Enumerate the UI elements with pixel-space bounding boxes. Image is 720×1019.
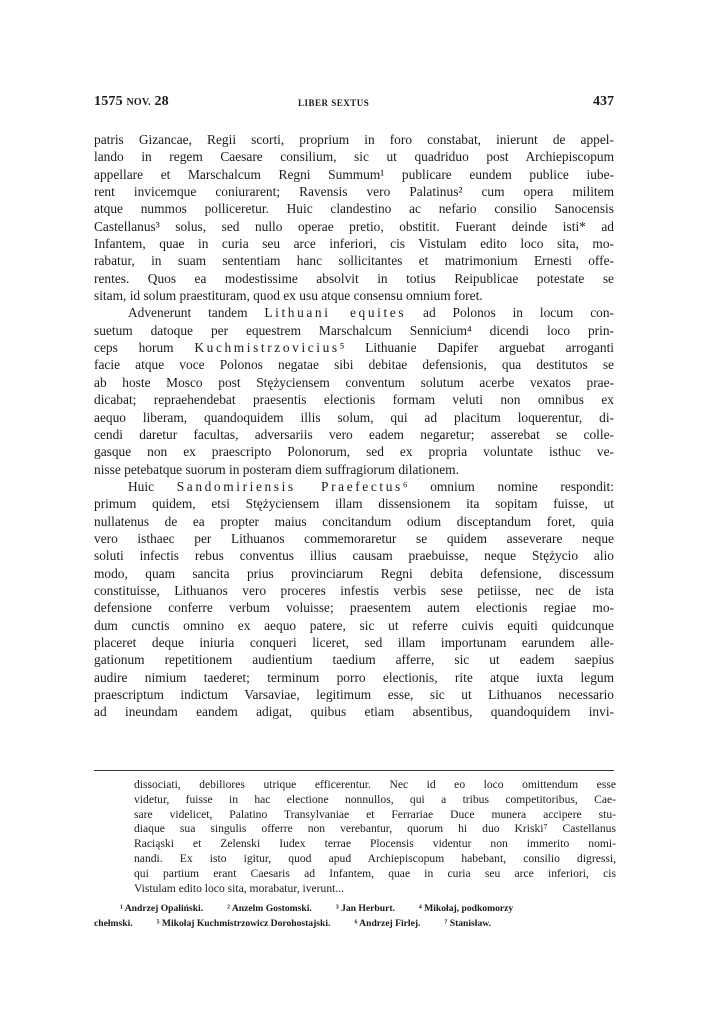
footnote-divider [94,770,614,771]
main-line [94,218,614,235]
note-line [134,837,616,852]
main-line [94,461,614,478]
main-line-text: ab hoste Mosco post Stężyciensem conventum solutum acerbe vexatos prae- [94,374,614,390]
footnotes-row-2 [94,918,594,929]
main-line-text: ad Polonos in locum con- [406,305,614,321]
main-line [94,270,614,287]
main-line-text: soluti infectis rebus conventus illius causam praebuisse, neque Stężycio alio [94,548,614,564]
note-line-text: nandi. Ex isto igitur, quod apud Archiepiscopum habebant, consilio digressi, [134,851,616,865]
footnote: ⁴ Mikołaj, podkomorzy [418,903,514,914]
spaced-name: Lithuani equites [264,305,407,321]
main-line-text: Infantem, quae in curia seu arce inferiori, cis Vistulam edito loco sita, mo- [94,236,614,252]
main-line-text: rabatur, in suam sententiam hanc sollicitantes et matrimonium Ernesti offe- [94,253,614,269]
main-line-text: primum quidem, etsi Stężyciensem illam dissensionem ita sopitam fuisse, ut [94,496,614,512]
note-line-text: qui partium erant Caesaris ad Infantem, quae in curia seu arce inferiori, cis [134,866,616,880]
main-line [94,131,614,148]
main-line [94,339,614,356]
main-line [94,200,614,217]
page-number: 437 [593,94,614,109]
main-line-text: Castellanus³ solus, sed nullo operae pretio, obstitit. Fuerant deinde isti* ad [94,218,614,234]
main-line [94,409,614,426]
note-line [134,822,616,837]
main-line [94,252,614,269]
note-line [134,793,616,808]
main-line-text: vero isthaec per Lithuanos commemoraretur se quidem asseverare neque [94,530,614,546]
footnote: ² Anzelm Gostomski. [227,903,312,914]
main-line-text: facie atque voce Polonos negatae sibi debitae defensionis, qua destitutos se [94,357,614,373]
main-line [94,287,614,304]
main-line [94,495,614,512]
main-line-text: rentes. Quos ea modestissime absolvit in totius Reipublicae potestate se [94,270,614,286]
main-line [94,304,614,321]
main-line [94,582,614,599]
main-text [94,131,614,721]
main-line [94,166,614,183]
main-line-text: atque nummos polliceretur. Huic clandestino ac nefario consilio Sanocensis [94,201,614,217]
note-line-text: Vistulam edito loco sita, morabatur, iverunt... [134,881,345,895]
main-line [94,565,614,582]
main-line-text: audire nimium taederet; terminum porro electionis, rite atque iuxta legum [94,669,614,685]
note-line [134,778,616,793]
main-line-text: lando in regem Caesare consilium, sic ut quadriduo post Archiepiscopum [94,149,614,165]
main-line [94,599,614,616]
footnote: ⁷ Stanisław. [444,918,492,929]
main-line-text: nisse petebatque suorum in posteram diem suffragiorum dilationem. [94,461,459,477]
main-line-text: suetum datoque per equestrem Marschalcum Sennicium⁴ dicendi loco prin- [94,322,614,338]
note-line-text: videtur, fuisse in hac electione nonnullos, qui a tribus competitoribus, Cae- [134,792,616,806]
main-line-text: ceps horum [94,340,195,356]
main-line [94,651,614,668]
main-line-text: defensione conferre verbum voluisse; praesentem autem electionis regiae mo- [94,600,614,616]
spaced-name: Kuchmistrzovicius [194,340,340,356]
main-line [94,530,614,547]
note-line [134,882,616,897]
main-line-text: modo, quam sancita prius provinciarum Regni debita defensione, discessum [94,565,614,581]
main-line [94,634,614,651]
note-line [134,808,616,823]
main-line-text: dicabat; repraehendebat praesentis electionis formam veluti non omnibus ex [94,392,614,408]
main-line [94,148,614,165]
main-line [94,356,614,373]
footnote: ³ Jan Herburt. [335,903,395,914]
main-line-text: Huic [128,478,177,494]
header-date [94,94,169,110]
main-line [94,547,614,564]
running-title: LIBER SEXTUS [298,98,370,108]
main-line-text: aequo liberam, quandoquidem illis solum, qui ad placitum loquerentur, di- [94,409,614,425]
main-line-text: praescriptum indictum Varsaviae, legitimum esse, sic ut Lithuanos necessario [94,687,614,702]
main-line-text: ⁶ omnium nomine respondit: [402,478,614,494]
main-line [94,183,614,200]
main-line [94,443,614,460]
footnote: chełmski. [94,918,133,929]
main-line-text: constituisse, Lithuanos vero proceres infestis verbis sese petiisse, nec de ista [94,582,614,598]
main-line [94,686,614,703]
main-line [94,703,614,720]
header-month: NOV. [126,97,151,108]
main-line-text: appellare et Marschalcum Regni Summum¹ publicare eundem publice iube- [94,166,614,182]
main-line-text: Advenerunt tandem [128,305,265,321]
header-year: 1575 [94,94,123,109]
footnote: ⁵ Mikołaj Kuchmistrzowicz Dorohostajski. [156,918,331,929]
note-line-text: diaque sua singulis offerre non verebantur, quorum hi duo Kriski⁷ Castellanus [134,822,616,836]
main-line-text: gationum repetitionem audientium taedium afferre, sic ut eadem saepius [94,652,614,668]
main-line-text: ⁵ Lithuanie Dapifer arguebat arroganti [339,340,615,356]
note-line [134,852,616,867]
note-line-text: dissociati, debiliores utrique efficerentur. Nec id eo loco omittendum esse [134,778,616,791]
main-line [94,617,614,634]
marginal-note-text [134,778,616,896]
main-line-text: dum cunctis omnino ex aequo patere, sic ut referre cuivis equiti quidcunque [94,617,614,633]
note-line-text: sare videlicet, Palatino Transylvaniae et Ferrariae Duce munera accipere stu- [134,807,616,821]
running-header [94,94,614,114]
main-line-text: nullatenus de ea propter maius concitandum odium disceptandum foret, quia [94,513,614,529]
footnote: ⁶ Andrzej Firlej. [354,918,421,929]
main-line-text: cendi daretur facultas, adversariis vero eadem negaretur; asserebat se colle- [94,426,614,442]
spaced-name: Sandomiriensis Praefectus [176,478,403,494]
main-line [94,391,614,408]
main-line-text: placeret deque iniuria conqueri liceret, sed illam importunam earundem alle- [94,634,614,650]
main-line-text: sitam, id solum praestituram, quod ex usu atque consensu omnium foret. [94,288,483,304]
main-line-text: rent invicemque coniurarent; Ravensis vero Palatinus² cum opera militem [94,184,614,200]
main-line [94,426,614,443]
main-line [94,322,614,339]
main-line [94,513,614,530]
note-line-text: Raciąski et Zelenski Iudex terrae Plocensis videntur non immerito nomi- [134,837,616,851]
main-line-text: ad ineundam eandem adigat, quibus etiam absentibus, quandoquidem invi- [94,704,614,720]
footnotes-row-1 [120,903,620,914]
main-line [94,478,614,495]
main-line-text: gasque non ex praescripto Polonorum, sed ex propria voluntate isthuc ve- [94,444,614,460]
note-line [134,867,616,882]
main-line [94,374,614,391]
main-line [94,235,614,252]
header-day: 28 [154,94,169,109]
main-line [94,669,614,686]
footnote: ¹ Andrzej Opaliński. [120,903,204,914]
main-line-text: patris Gizancae, Regii scorti, proprium in foro constabat, inierunt de appel- [94,132,614,147]
